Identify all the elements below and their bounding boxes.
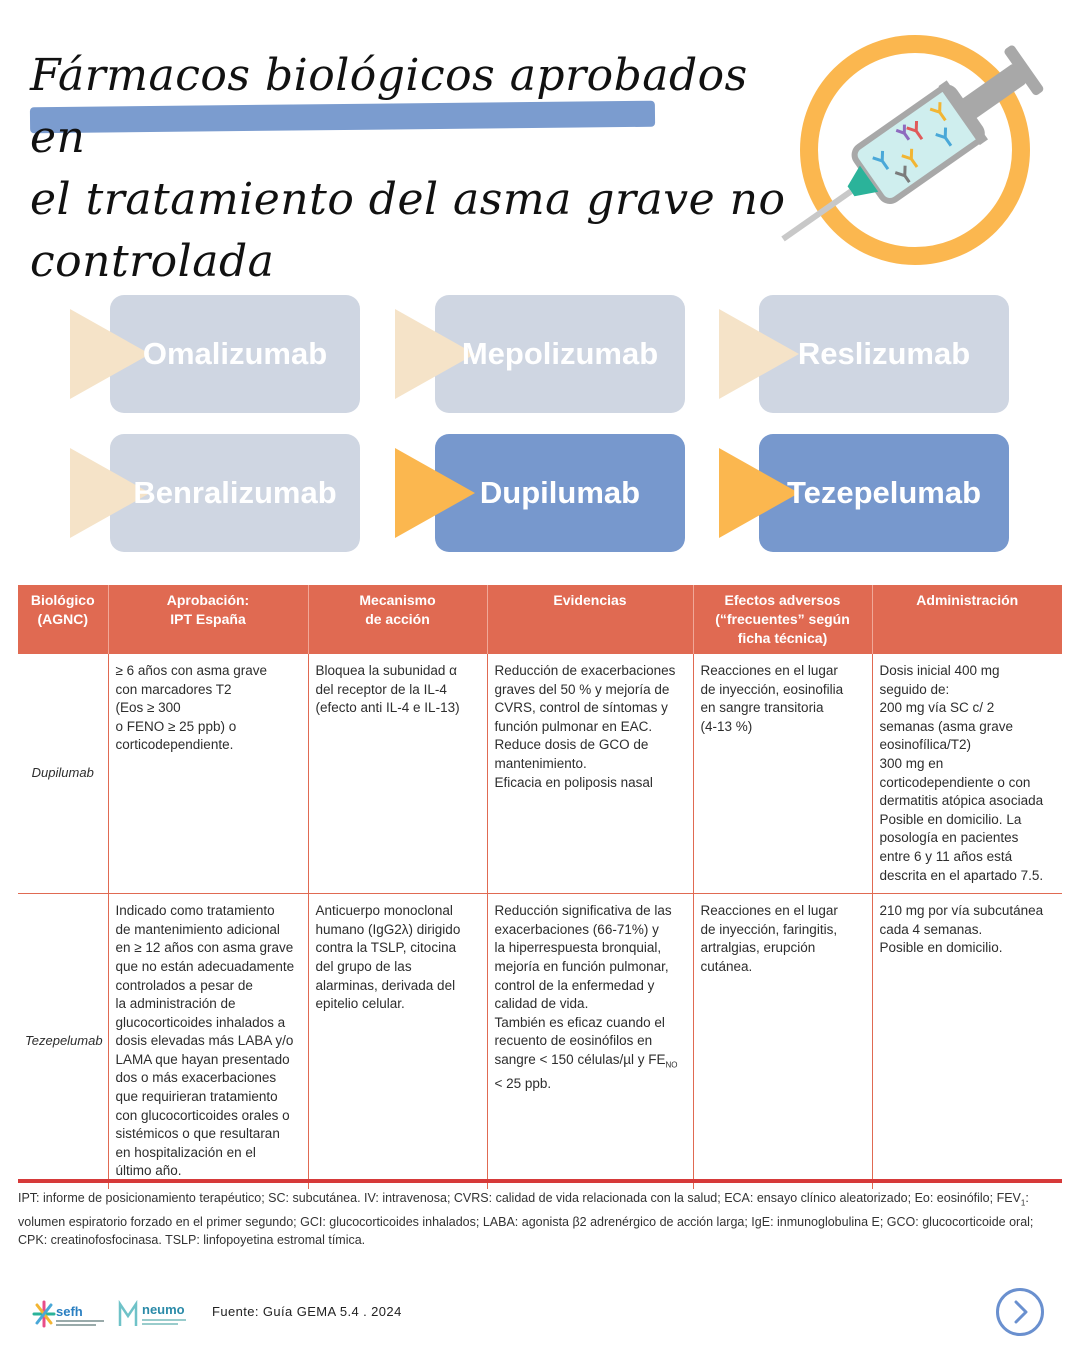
text-line: contra la TSLP, citocina <box>315 940 457 956</box>
source-text: Fuente: Guía GEMA 5.4 . 2024 <box>212 1304 402 1319</box>
header-evidencias: Evidencias <box>487 585 693 654</box>
evidencias-text <box>495 902 686 1051</box>
svg-text:neumo: neumo <box>142 1302 185 1317</box>
text-line: También es eficaz cuando el <box>494 1014 665 1030</box>
text-line: Indicado como tratamiento <box>115 903 275 919</box>
text-line: con marcadores T2 <box>115 681 232 697</box>
text-line: exacerbaciones (66-71%) y <box>494 921 659 937</box>
text-line: 200 mg vía SC c/ 2 <box>879 700 995 716</box>
header-administracion: Administración <box>872 585 1062 654</box>
text-line: 300 mg en <box>879 755 944 771</box>
text-line: último año. <box>115 1163 182 1179</box>
text-line: control de la enfermedad y <box>494 977 655 993</box>
drug-card-omalizumab[interactable] <box>70 295 328 413</box>
cell-efectos <box>693 654 872 894</box>
text-line: de inyección, faringitis, <box>700 921 838 937</box>
table-header-row <box>18 585 1062 654</box>
text-line: con glucocorticoides orales o <box>115 1107 290 1123</box>
text-line: Eficacia en poliposis nasal <box>494 774 653 790</box>
text-line: eosinofílica/T2) <box>879 737 972 753</box>
text-line: (Eos ≥ 300 <box>115 700 181 716</box>
next-page-button[interactable] <box>996 1288 1044 1336</box>
table-row <box>18 894 1062 1189</box>
text-line: en ≥ 12 años con asma grave <box>115 940 294 956</box>
chevron-right-icon <box>999 1291 1041 1333</box>
drug-card-mepolizumab[interactable] <box>395 295 659 413</box>
neumo-logo <box>116 1296 196 1332</box>
cell-mecanismo <box>308 894 487 1189</box>
drug-card-benralizumab[interactable] <box>70 434 337 552</box>
sefh-logo <box>32 1296 112 1332</box>
cell-administracion <box>872 654 1062 894</box>
text-line: graves del 50 % y mejoría de <box>494 681 670 697</box>
text-line: Anticuerpo monoclonal <box>315 903 453 919</box>
header-aprobacion: Aprobación: IPT España <box>108 585 308 654</box>
text-line: la hiperrespuesta bronquial, <box>494 940 662 956</box>
svg-text:sefh: sefh <box>56 1304 83 1319</box>
text-line: dosis elevadas más LABA y/o <box>115 1033 294 1049</box>
drug-comparison-table <box>18 585 1062 1189</box>
text-line: cada 4 semanas. <box>879 921 983 937</box>
text-line: controlados a pesar de <box>115 977 253 993</box>
text-line: de mantenimiento adicional <box>115 921 280 937</box>
cell-evidencias <box>487 654 693 894</box>
text-line: alarminas, derivada del <box>315 977 456 993</box>
text-line: Reacciones en el lugar <box>700 903 838 919</box>
drug-label: Reslizumab <box>797 336 971 371</box>
cell-evidencias <box>487 894 693 1189</box>
text-line: Reacciones en el lugar <box>700 663 838 678</box>
cell-aprobacion <box>108 894 308 1189</box>
cell-mecanismo <box>308 654 487 894</box>
drug-label: Omalizumab <box>142 336 328 371</box>
text-line: entre 6 y 11 años está <box>879 848 1013 864</box>
cell-administracion <box>872 894 1062 1189</box>
text-line: seguido de: <box>879 681 950 697</box>
text-line: ≥ 6 años con asma grave <box>115 663 267 678</box>
drug-label: Benralizumab <box>133 475 337 510</box>
title-line-3: controlada <box>30 236 275 287</box>
text-line: mejoría en función pulmonar, <box>494 958 669 974</box>
text-line: función pulmonar en EAC. <box>494 718 653 734</box>
text-line: Reduce dosis de GCO de <box>494 737 649 753</box>
text-line: recuento de eosinófilos en <box>494 1033 653 1049</box>
evidencias-fe-line: sangre < 150 células/µl y $FE_{NO}$ <box>494 1051 678 1070</box>
syringe-icon <box>760 30 1060 270</box>
table-row <box>18 654 1062 894</box>
text-line: corticodependiente o con <box>879 774 1031 790</box>
text-line: en sangre transitoria <box>700 700 824 716</box>
text-line: Reducción de exacerbaciones <box>494 663 676 678</box>
table-bottom-rule <box>18 1179 1062 1183</box>
header-biologico: Biológico (AGNC) <box>18 585 108 654</box>
page-title <box>30 45 790 293</box>
drug-label: Dupilumab <box>479 475 641 510</box>
text-line: Posible en domicilio. <box>879 940 1003 956</box>
text-line: en hospitalización en el <box>115 1144 256 1160</box>
drug-label: Tezepelumab <box>786 475 982 510</box>
text-line: semanas (asma grave <box>879 718 1014 734</box>
cell-aprobacion <box>108 654 308 894</box>
text-line: (4-13 %) <box>700 718 753 734</box>
text-line: dos o más exacerbaciones <box>115 1070 277 1086</box>
header-efectos: Efectos adversos (“frecuentes” según ficha técnica) <box>693 585 872 654</box>
title-block <box>30 45 790 293</box>
text-line: que requirieran tratamiento <box>115 1089 278 1105</box>
text-line: Posible en domicilio. La <box>879 811 1022 827</box>
text-line: artralgias, erupción <box>700 940 816 956</box>
text-line: del receptor de la IL-4 <box>315 681 447 697</box>
text-line: de inyección, eosinofilia <box>700 681 844 697</box>
cell-efectos <box>693 894 872 1189</box>
drug-card-reslizumab[interactable] <box>719 295 969 413</box>
abbreviations-footnote: IPT: informe de posicionamiento terapéutico; SC: subcutánea. IV: intravenosa; CVRS: calidad de vida relacionada con la salud; ECA: ensayo clínico aleatorizado; Eo: eosinófilo; $FEV_1$: volumen espiratorio forzado en el primer segundo; GCI: glucocorticoides inhalados; LABA: agonista β2 adrenérgico de acción larga; IgE: inmunoglobulina E; GCO: glucocorticoide oral; CPK: creatinofosfocinasa. TSLP: linfopoyetina estromal tímica. <box>18 1191 1034 1247</box>
row-drug-name: Tezepelumab <box>25 1033 103 1049</box>
title-line-2: el tratamiento del asma grave no <box>30 174 786 225</box>
text-line: o FENO ≥ 25 ppb) o <box>115 718 237 734</box>
row-drug-name: Dupilumab <box>18 654 108 894</box>
text-line: que no están adecuadamente <box>115 958 295 974</box>
text-line: CVRS, control de síntomas y <box>494 700 668 716</box>
text-line: descrita en el apartado 7.5. <box>879 867 1044 883</box>
text-line: posología en pacientes <box>879 830 1019 846</box>
text-line: dermatitis atópica asociada <box>879 793 1044 809</box>
drug-card-dupilumab[interactable] <box>395 434 645 552</box>
text-line: glucocorticoides inhalados a <box>115 1014 286 1030</box>
header-mecanismo: Mecanismo de acción <box>308 585 487 654</box>
evidencias-last-line: < 25 ppb. <box>494 1076 552 1092</box>
text-line: epitelio celular. <box>315 996 405 1012</box>
text-line: mantenimiento. <box>494 755 587 771</box>
text-line: Reducción significativa de las <box>494 903 672 919</box>
drug-card-tezepelumab[interactable] <box>719 434 982 552</box>
drug-label: Mepolizumab <box>461 336 659 371</box>
text-line: cutánea. <box>700 958 753 974</box>
text-line: corticodependiente. <box>115 737 234 753</box>
text-line: 210 mg por vía subcutánea <box>879 903 1044 919</box>
text-line: Bloquea la subunidad α <box>315 663 457 678</box>
text-line: (efecto anti IL-4 e IL-13) <box>315 700 460 716</box>
text-line: sistémicos o que resultaran <box>115 1126 280 1142</box>
title-line-1: Fármacos biológicos aprobados en <box>30 50 748 163</box>
text-line: calidad de vida. <box>494 996 589 1012</box>
text-line: humano (IgG2λ) dirigido <box>315 921 461 937</box>
text-line: del grupo de las <box>315 958 412 974</box>
text-line: la administración de <box>115 996 236 1012</box>
text-line: LAMA que hayan presentado <box>115 1051 290 1067</box>
text-line: Dosis inicial 400 mg <box>879 663 1000 678</box>
